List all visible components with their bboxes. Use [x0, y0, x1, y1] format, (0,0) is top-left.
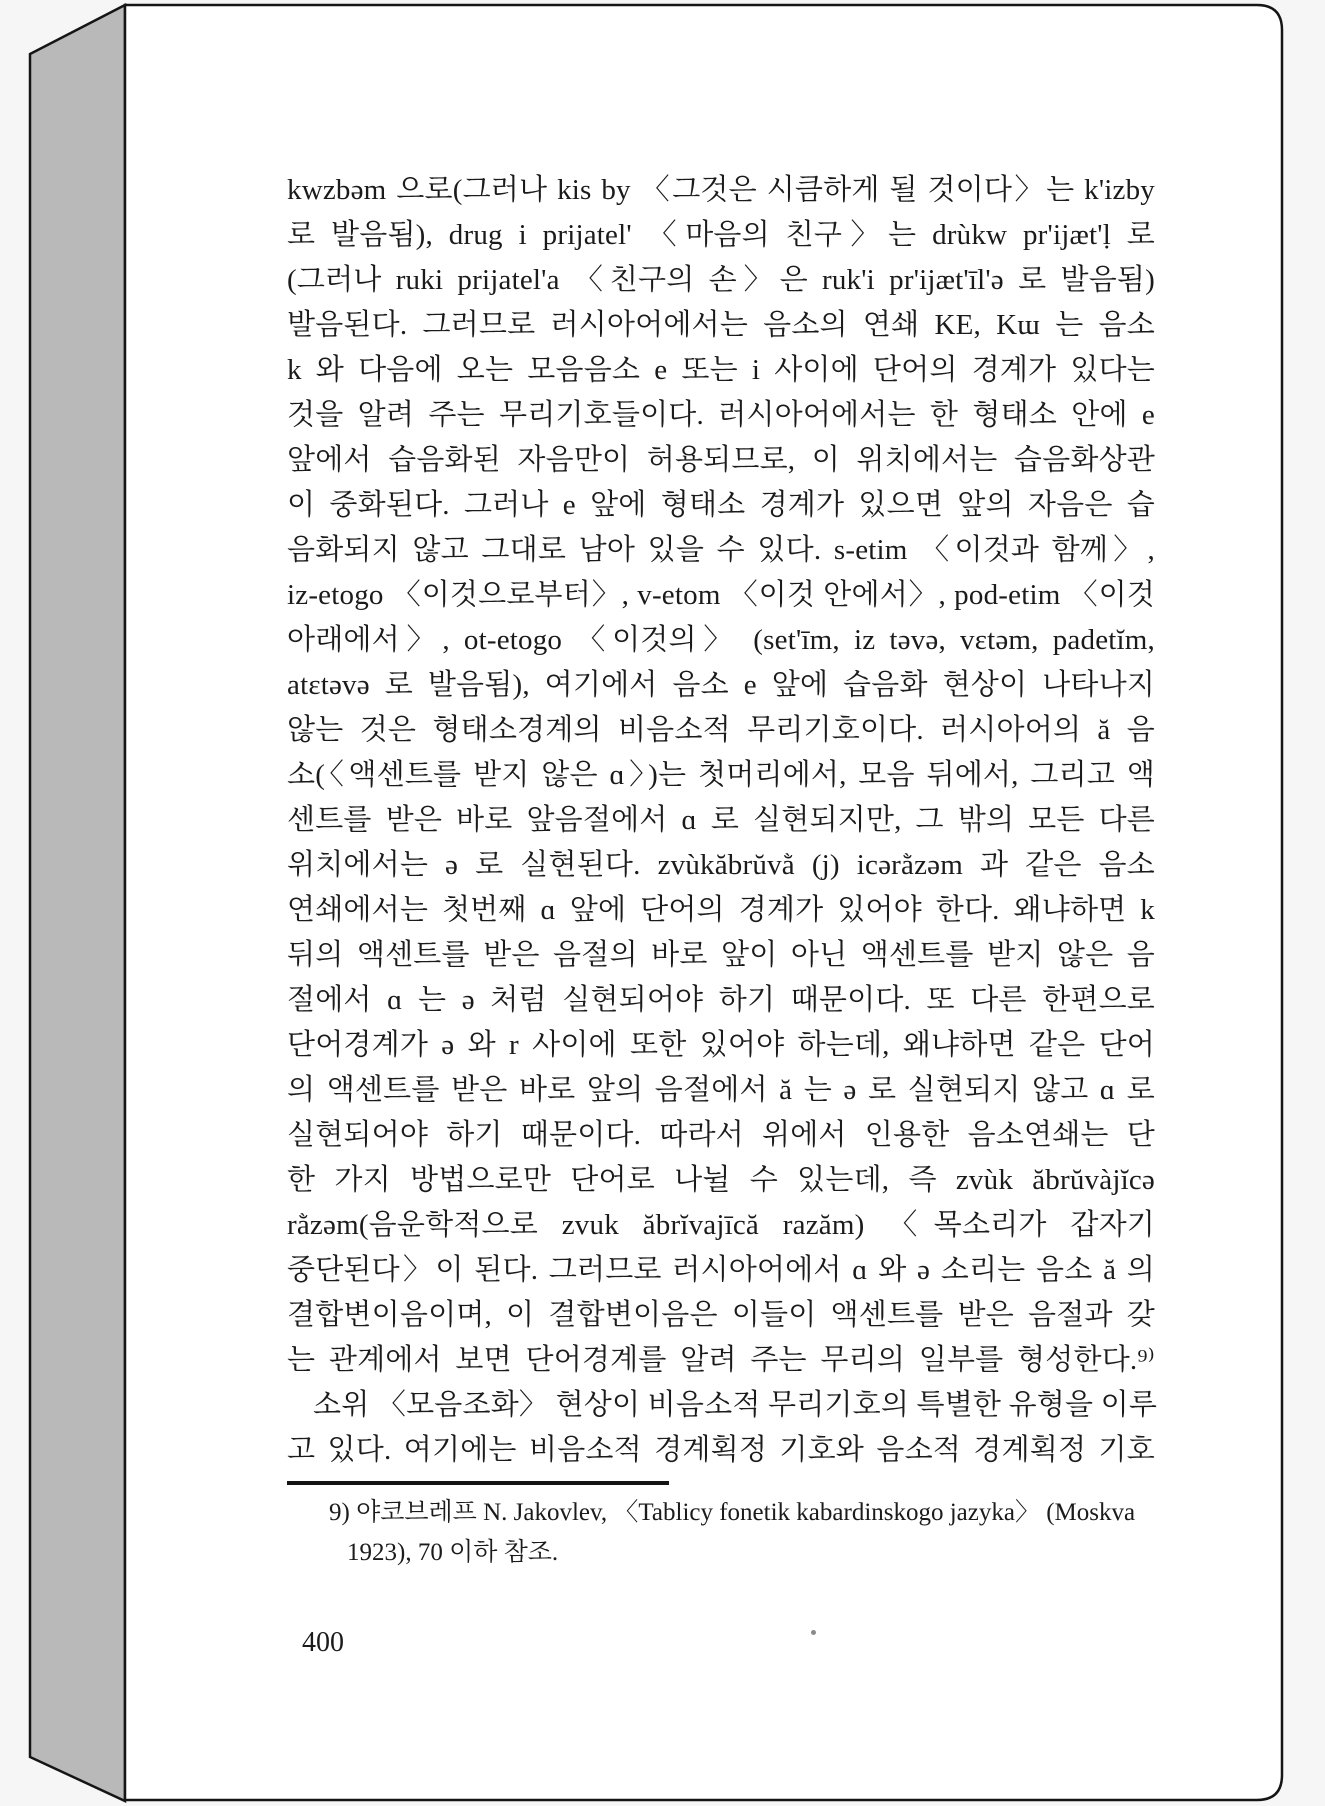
page-number: 400 — [302, 1627, 344, 1658]
footnote-line: 1923), 70 이하 참조. — [347, 1539, 559, 1566]
footnote-rule — [287, 1481, 669, 1485]
scan-speck — [811, 1630, 816, 1635]
text-line: rằzəm(음운학적으로 zvuk ăbrĭvajīcă razăm) 〈목소리가 갑자기 — [287, 1209, 1155, 1241]
text-line: 아래에서〉, ot-etogo 〈이것의〉 (set'īm, iz təvə, vɛtəm, padetĭm, — [287, 624, 1155, 656]
text-line: 발음된다. 그러므로 러시아어에서는 음소의 연쇄 KE, Kɯ 는 음소 — [287, 309, 1155, 341]
text-line: 실현되어야 하기 때문이다. 따라서 위에서 인용한 음소연쇄는 단 — [287, 1119, 1155, 1151]
text-line: 의 액센트를 받은 바로 앞의 음절에서 ă 는 ə 로 실현되지 않고 ɑ 로 — [287, 1074, 1155, 1106]
text-line: 는 관계에서 보면 단어경계를 알려 주는 무리의 일부를 형성한다.⁹⁾ — [287, 1344, 1155, 1376]
text-line: 센트를 받은 바로 앞음절에서 ɑ 로 실현되지만, 그 밖의 모든 다른 — [287, 804, 1155, 836]
text-line: 연쇄에서는 첫번째 ɑ 앞에 단어의 경계가 있어야 한다. 왜냐하면 k — [287, 894, 1155, 926]
text-line: iz-etogo 〈이것으로부터〉, v-etom 〈이것 안에서〉, pod-etim 〈이것 — [287, 579, 1155, 611]
body-text — [287, 168, 1158, 1473]
text-line: 위치에서는 ə 로 실현된다. zvùkăbrŭvằ (j) icərằzəm 과 같은 음소 — [287, 849, 1155, 881]
text-line: 음화되지 않고 그대로 남아 있을 수 있다. s-etim 〈이것과 함께〉, — [287, 534, 1155, 566]
text-line: (그러나 ruki prijatel'a 〈친구의 손〉은 ruk'i pr'ijæt'īl'ə 로 발음됨) — [287, 264, 1155, 296]
page-surface — [125, 4, 1283, 1801]
text-line: 앞에서 습음화된 자음만이 허용되므로, 이 위치에서는 습음화상관 — [287, 444, 1155, 476]
text-line: 소(〈액센트를 받지 않은 ɑ〉)는 첫머리에서, 모음 뒤에서, 그리고 액 — [287, 759, 1155, 791]
text-line: 한 가지 방법으로만 단어로 나뉠 수 있는데, 즉 zvùk ăbrŭvàjĭcə — [287, 1164, 1155, 1196]
text-line: 단어경계가 ə 와 r 사이에 또한 있어야 하는데, 왜냐하면 같은 단어 — [287, 1029, 1155, 1061]
text-line: 뒤의 액센트를 받은 음절의 바로 앞이 아닌 액센트를 받지 않은 음 — [287, 939, 1155, 971]
text-line: 않는 것은 형태소경계의 비음소적 무리기호이다. 러시아어의 ă 음 — [287, 714, 1155, 746]
book-spine-edge — [30, 5, 125, 1801]
text-line: kwzbəm 으로(그러나 kis by 〈그것은 시큼하게 될 것이다〉는 k'izby — [287, 174, 1155, 206]
footnote — [287, 1493, 1167, 1573]
text-line: atɛtəvə 로 발음됨), 여기에서 음소 e 앞에 습음화 현상이 나타나지 — [287, 669, 1155, 701]
text-line: 고 있다. 여기에는 비음소적 경계획정 기호와 음소적 경계획정 기호 — [287, 1434, 1155, 1466]
text-line: 로 발음됨), drug i prijatel' 〈마음의 친구〉는 drùkw pr'ijæt'ḷ 로 — [287, 219, 1155, 251]
text-line-paragraph-start: 소위 〈모음조화〉 현상이 비음소적 무리기호의 특별한 유형을 이루 — [313, 1389, 1158, 1421]
text-line: 것을 알려 주는 무리기호들이다. 러시아어에서는 한 형태소 안에 e — [287, 399, 1155, 431]
text-line: 중단된다〉이 된다. 그러므로 러시아어에서 ɑ 와 ə 소리는 음소 ă 의 — [287, 1254, 1155, 1286]
text-line: k 와 다음에 오는 모음음소 e 또는 i 사이에 단어의 경계가 있다는 — [287, 354, 1155, 386]
text-line: 이 중화된다. 그러나 e 앞에 형태소 경계가 있으면 앞의 자음은 습 — [287, 489, 1155, 521]
footnote-line: 9) 야코브레프 N. Jakovlev, 〈Tablicy fonetik kabardinskogo jazyka〉 (Moskva — [329, 1499, 1136, 1526]
text-line: 절에서 ɑ 는 ə 처럼 실현되어야 하기 때문이다. 또 다른 한편으로 — [287, 984, 1155, 1016]
text-line: 결합변이음이며, 이 결합변이음은 이들이 액센트를 받은 음절과 갖 — [287, 1299, 1155, 1331]
